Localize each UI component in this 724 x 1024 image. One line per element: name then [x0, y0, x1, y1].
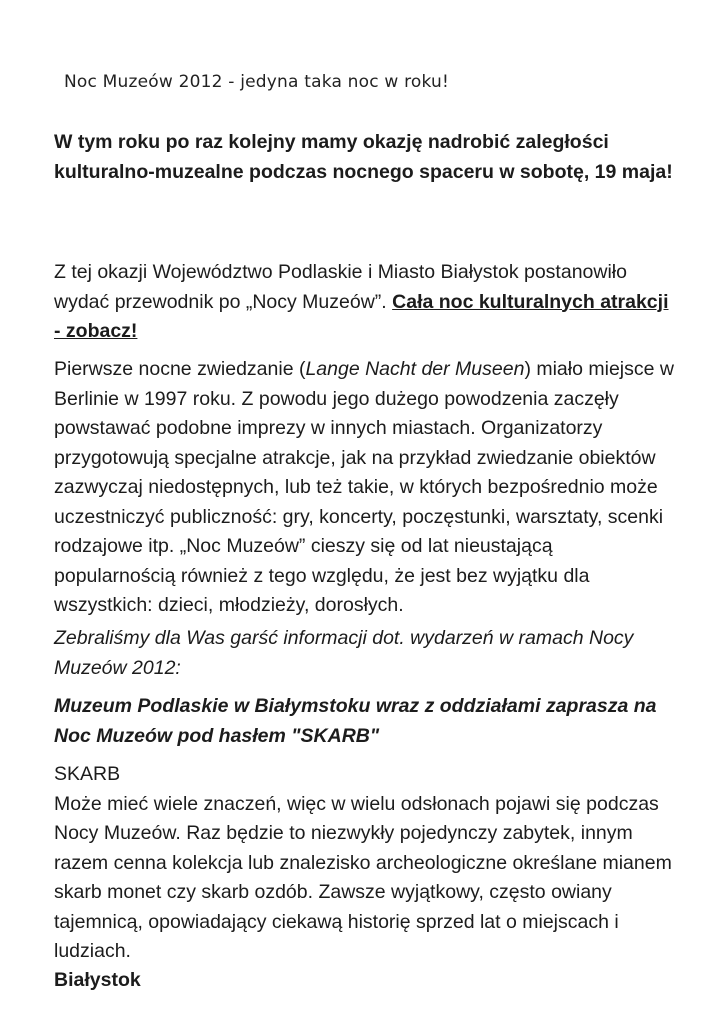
skarb-text: Może mieć wiele znaczeń, więc w wielu odsłonach pojawi się podczas Nocy Muzeów. Raz będzie to niezwykły pojedynczy zabytek, innym razem cenna kolekcja lub znalezisko archeologiczne określane mianem skarb monet czy skarb ozdób. Zawsze wyjątkowy, często owiany tajemnicą, opowiadający ciekawą historię sprzed lat o miejscach i ludziach. — [54, 792, 672, 962]
city-heading: Białystok — [54, 969, 141, 991]
history-text-after: ) miało miejsce w Berlinie w 1997 roku. Z powodu jego dużego powodzenia zaczęły powstawać podobne imprezy w innych miastach. Organizatorzy przygotowują specjalne atrakcje, jak na przykład zwiedzanie obiektów zazwyczaj niedostępnych, lub też takie, w których bezpośrednio może uczestniczyć publiczność: gry, koncerty, poczęstunki, warsztaty, scenki rodzajowe itp. „Noc Muzeów” cieszy się od lat nieustającą popularnością również z tego względu, że jest bez wyjątku dla wszystkich: dzieci, młodzieży, dorosłych. — [54, 358, 674, 616]
info-intro-paragraph: Zebraliśmy dla Was garść informacji dot. wydarzeń w ramach Nocy Muzeów 2012: — [54, 627, 634, 679]
history-text-before: Pierwsze nocne zwiedzanie ( — [54, 358, 306, 380]
document-title: Noc Muzeów 2012 - jedyna taka noc w roku! — [64, 72, 450, 92]
guide-link[interactable]: Cała noc kulturalnych atrakcji - zobacz! — [54, 290, 669, 342]
skarb-section — [54, 760, 674, 967]
skarb-heading: SKARB — [54, 763, 121, 785]
history-italic-name: Lange Nacht der Museen — [305, 358, 525, 380]
intro-paragraph — [54, 258, 674, 347]
museum-heading: Muzeum Podlaskie w Białymstoku wraz z oddziałami zaprasza na Noc Muzeów pod hasłem "SKARB" — [54, 695, 657, 747]
history-paragraph — [54, 355, 674, 621]
intro-text: Z tej okazji Województwo Podlaskie i Miasto Białystok postanowiło wydać przewodnik po „Nocy Muzeów”. — [54, 261, 627, 313]
lead-paragraph: W tym roku po raz kolejny mamy okazję nadrobić zaległości kulturalno-muzealne podczas nocnego spaceru w sobotę, 19 maja! — [54, 131, 673, 183]
